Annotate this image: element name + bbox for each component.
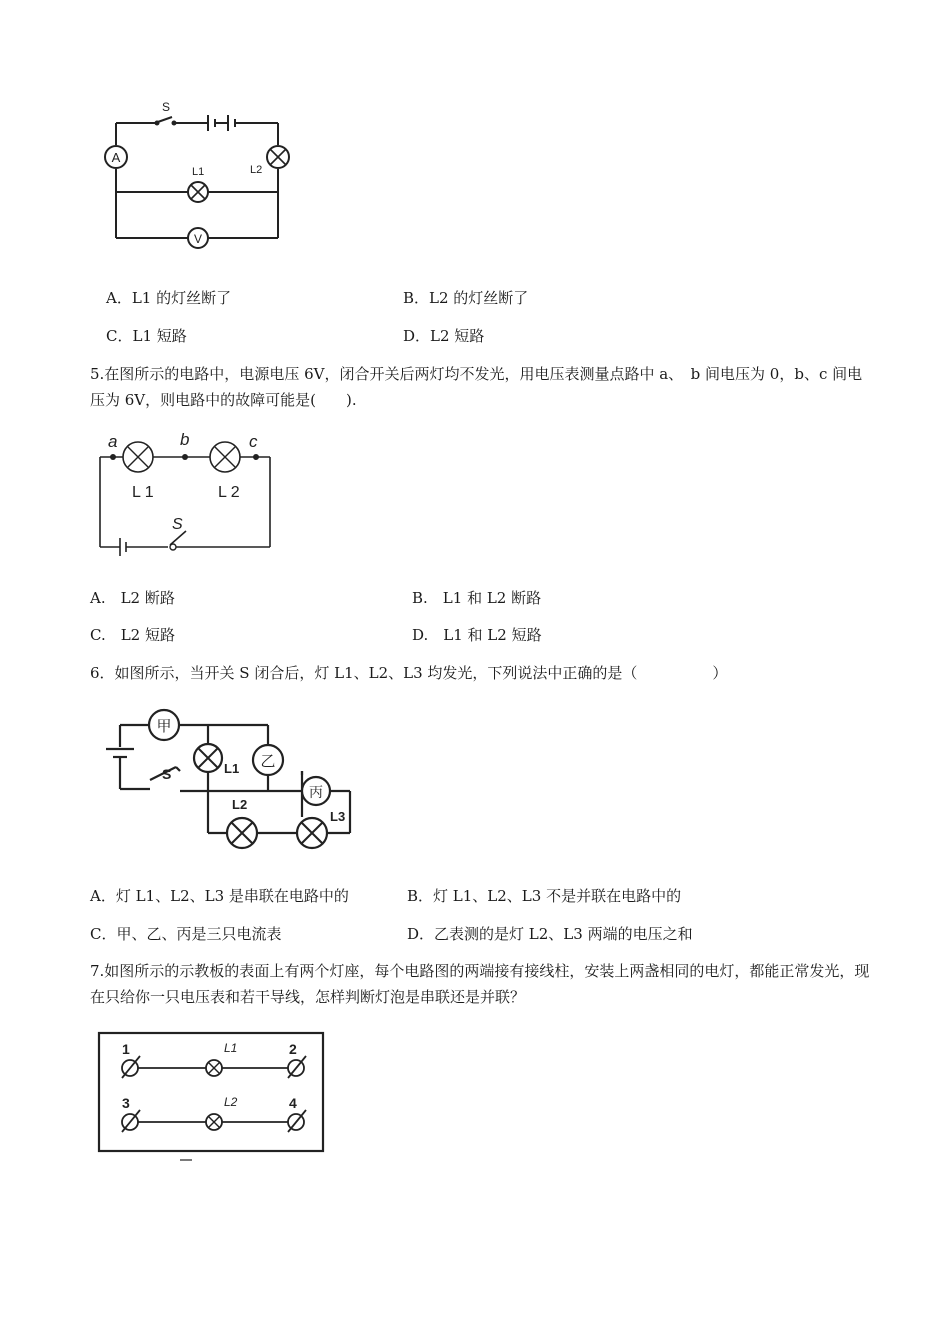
q4-ammeter-label: A xyxy=(111,150,121,165)
q4-circuit-diagram xyxy=(100,95,300,250)
q7-l2-label: L2 xyxy=(224,1095,238,1109)
q6-option-b: B．灯 L1、L2、L3 不是并联在电路中的 xyxy=(407,887,682,905)
q7-board-diagram xyxy=(96,1030,328,1164)
q5-switch-label: S xyxy=(172,516,183,533)
q7-terminal-2-label: 2 xyxy=(289,1041,297,1057)
terminal-2-icon xyxy=(288,1056,306,1078)
q6-meter-yi-label: 乙 xyxy=(260,753,276,770)
terminal-4-icon xyxy=(288,1110,306,1132)
q5-point-c-label: c xyxy=(249,432,258,451)
q4-voltmeter-label: V xyxy=(193,232,203,246)
lamp-l2-icon xyxy=(206,1114,222,1130)
voltmeter-icon xyxy=(188,228,208,248)
q4-option-c: C．L1 短路 xyxy=(106,327,187,345)
terminal-3-icon xyxy=(122,1110,140,1132)
q4-l1-label: L1 xyxy=(192,166,205,178)
lamp-l1-icon xyxy=(194,744,222,772)
q5-point-b-label: b xyxy=(180,430,190,449)
q4-switch-label: S xyxy=(162,100,171,114)
q6-switch-label: S xyxy=(162,766,172,782)
q7-l1-label: L1 xyxy=(224,1041,238,1055)
q5-l2-label: L 2 xyxy=(218,484,240,501)
q6-question-text: 6．如图所示，当开关 S 闭合后，灯 L1、L2、L3 均发光，下列说法中正确的是（ ） xyxy=(90,664,728,682)
q6-meter-jia-label: 甲 xyxy=(156,718,172,735)
q4-option-b: B．L2 的灯丝断了 xyxy=(403,289,529,307)
lamp-l2-icon xyxy=(267,146,289,168)
q6-l1-label: L1 xyxy=(224,761,240,776)
q5-option-a: A. L2 断路 xyxy=(90,589,175,607)
q4-option-a: A．L1 的灯丝断了 xyxy=(106,289,232,307)
q6-option-d: D．乙表测的是灯 L2、L3 两端的电压之和 xyxy=(407,925,693,943)
meter-yi-icon xyxy=(253,745,283,775)
q6-option-c: C．甲、乙、丙是三只电流表 xyxy=(90,925,282,943)
q6-option-a: A．灯 L1、L2、L3 是串联在电路中的 xyxy=(90,887,349,905)
q7-question-text: 7.如图所示的示教板的表面上有两个灯座，每个电路图的两端接有接线柱，安装上两盏相同的电灯，都能正常发光，现在只给你一只电压表和若干导线，怎样判断灯泡是串联还是并联？ xyxy=(90,962,870,1006)
q5-option-d: D. L1 和 L2 短路 xyxy=(412,626,542,644)
q5-option-c: C. L2 短路 xyxy=(90,626,175,644)
meter-bing-icon xyxy=(302,777,330,805)
q6-l3-label: L3 xyxy=(330,809,346,824)
q5-question-text: 5.在图所示的电路中，电源电压 6V，闭合开关后两灯均不发光，用电压表测量点路中 a、 b 间电压为 0，b、c 间电压为 6V，则电路中的故障可能是( ). xyxy=(90,365,863,409)
q6-circuit-diagram xyxy=(98,705,360,855)
q7-terminal-1-label: 1 xyxy=(122,1041,130,1057)
lamp-l1-icon xyxy=(188,182,208,202)
q6-meter-bing-label: 丙 xyxy=(309,784,323,800)
q7-terminal-3-label: 3 xyxy=(122,1095,130,1111)
terminal-1-icon xyxy=(122,1056,140,1078)
q5-l1-label: L 1 xyxy=(132,484,154,501)
lamp-l2-icon xyxy=(227,818,257,848)
q4-l2-label: L2 xyxy=(250,164,263,176)
q6-l2-label: L2 xyxy=(232,797,248,812)
q4-option-d: D．L2 短路 xyxy=(403,327,485,345)
q5-option-b: B. L1 和 L2 断路 xyxy=(412,589,542,607)
q5-point-a-label: a xyxy=(108,432,118,451)
lamp-l2-icon xyxy=(210,442,240,472)
lamp-l1-icon xyxy=(123,442,153,472)
q5-circuit-diagram xyxy=(92,425,282,557)
meter-jia-icon xyxy=(149,710,179,740)
q7-terminal-4-label: 4 xyxy=(289,1095,297,1111)
lamp-l3-icon xyxy=(297,818,327,848)
ammeter-icon xyxy=(105,146,127,168)
lamp-l1-icon xyxy=(206,1060,222,1076)
